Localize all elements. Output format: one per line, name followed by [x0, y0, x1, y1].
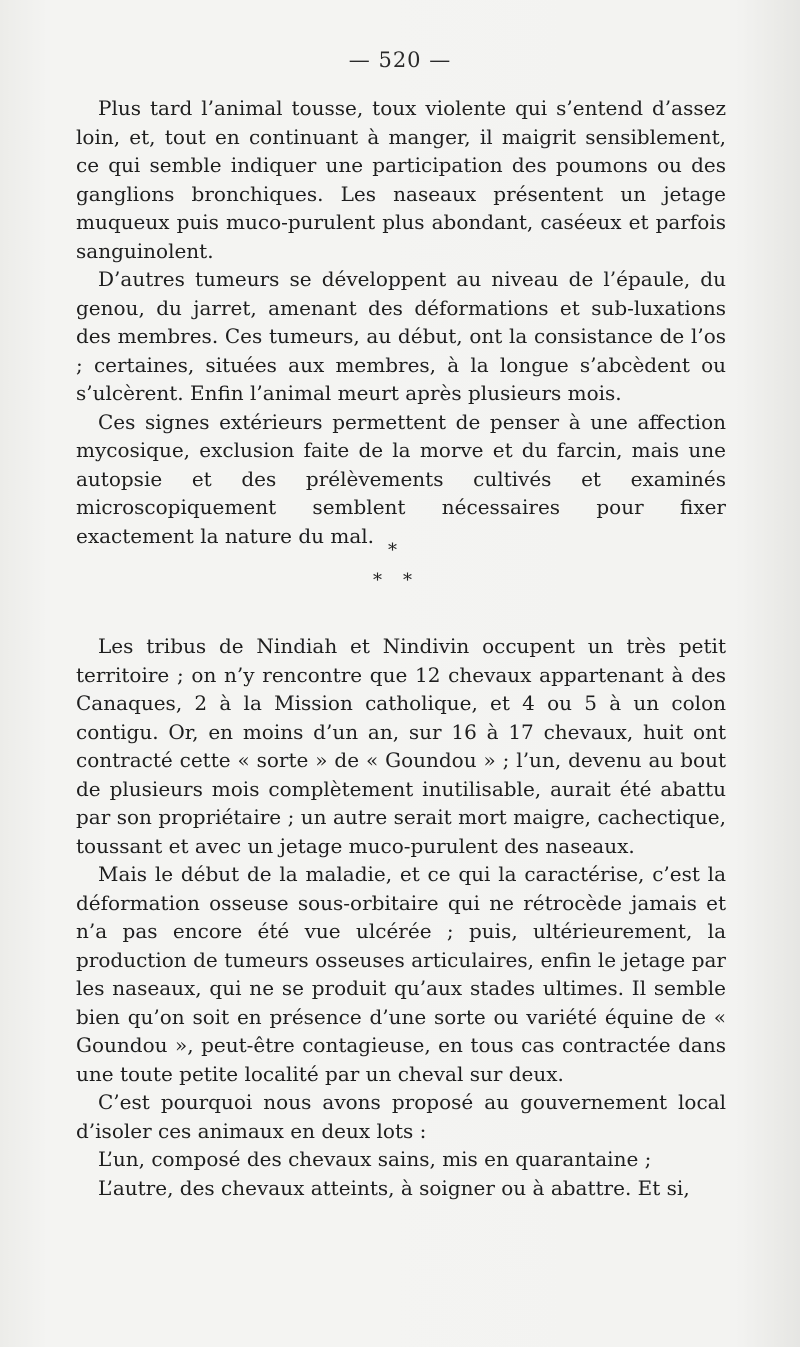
- asterisk: *: [388, 540, 397, 561]
- paragraph: C’est pourquoi nous avons proposé au gouvernement local d’isoler ces animaux en deux lots :: [76, 1090, 726, 1143]
- asterism-separator: [340, 540, 460, 600]
- paragraph: D’autres tumeurs se développent au niveau de l’épaule, du genou, du jarret, amenant des déformations et sub-luxations des membres. Ces tumeurs, au début, ont la consistance de l’os ; certaines, situées aux membres, à la longue s’abcèdent ou s’ulcèrent. Enfin l’animal meurt après plusieurs mois.: [76, 267, 726, 405]
- text-section-2: [76, 632, 726, 1202]
- paragraph: Mais le début de la maladie, et ce qui la caractérise, c’est la déformation osseuse sous-orbitaire qui ne rétrocède jamais et n’a pas encore été vue ulcérée ; puis, ultérieurement, la production de tumeurs osseuses articulaires, enfin le jetage par les naseaux, qui ne se produit qu’aux stades ultimes. Il semble bien qu’on soit en présence d’une sorte ou variété équine de « Goundou », peut-être contagieuse, en tous cas contractée dans une toute petite localité par un cheval sur deux.: [76, 862, 726, 1086]
- asterisk: *: [403, 570, 412, 591]
- text-section-1: [76, 94, 726, 550]
- page-number: — 520 —: [348, 48, 452, 72]
- paragraph: Les tribus de Nindiah et Nindivin occupent un très petit territoire ; on n’y rencontre que 12 chevaux appartenant à des Canaques, 2 à la Mission catholique, et 4 ou 5 à un colon contigu. Or, en moins d’un an, sur 16 à 17 chevaux, huit ont contracté cette « sorte » de « Goundou » ; l’un, devenu au bout de plusieurs mois complètement inutilisable, aurait été abattu par son propriétaire ; un autre serait mort maigre, cachectique, toussant et avec un jetage muco-purulent des naseaux.: [76, 634, 726, 858]
- paragraph: L’autre, des chevaux atteints, à soigner ou à abattre. Et si,: [98, 1175, 690, 1200]
- paragraph: Plus tard l’animal tousse, toux violente qui s’entend d’assez loin, et, tout en continuant à manger, il maigrit sensiblement, ce qui semble indiquer une participation des poumons ou des ganglions bronchiques. Les naseaux présentent un jetage muqueux puis muco-purulent plus abondant, caséeux et parfois sanguinolent.: [76, 96, 726, 263]
- paragraph: L’un, composé des chevaux sains, mis en quarantaine ;: [98, 1147, 652, 1171]
- paragraph: Ces signes extérieurs permettent de penser à une affection mycosique, exclusion faite de la morve et du farcin, mais une autopsie et des prélèvements cultivés et examinés microscopiquement semblent nécessaires pour fixer exactement la nature du mal.: [76, 409, 726, 548]
- asterisk: *: [373, 570, 382, 591]
